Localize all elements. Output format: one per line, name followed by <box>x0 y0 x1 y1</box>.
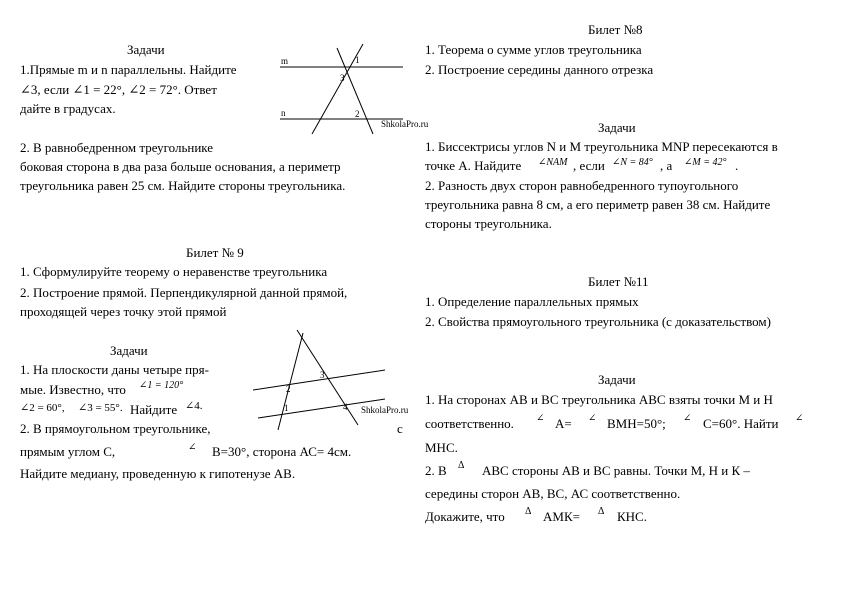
ticket9-title: Билет № 9 <box>186 245 244 260</box>
task-right-triangle-line3: Найдите медиану, проведенную к гипотенузе АВ. <box>20 466 296 481</box>
task-equal-sides-l3a: Докажите, что <box>425 509 505 524</box>
angle-symbol-mnc: ∠ <box>795 413 804 424</box>
task-obtuse-line2: треугольника равна 8 см, а его периметр равен 38 см. Найдите <box>425 197 771 212</box>
label-angle-3-d2: 3 <box>320 370 325 380</box>
task-four-lines-line1: 1. На плоскости даны четыре пря- <box>20 362 209 377</box>
line-left <box>278 333 303 430</box>
task-four-lines-line2: мые. Известно, что <box>20 382 126 397</box>
tasks11-heading: Задачи <box>598 372 636 387</box>
task-right-triangle-line1: 2. В прямоугольном треугольнике, <box>20 421 211 436</box>
label-angle-2: 2 <box>355 109 360 119</box>
task-bisectors-and: , а <box>660 158 673 173</box>
triangle-symbol-knc: Δ <box>598 506 605 517</box>
watermark-2: ShkolaPro.ru <box>361 405 409 415</box>
label-angle-2-d2: 2 <box>286 384 291 394</box>
task-right-triangle-c: с <box>397 421 403 436</box>
triangle-symbol-abc: Δ <box>458 460 465 471</box>
label-angle-3: 3 <box>340 73 345 83</box>
task-parallel-lines-line3: дайте в градусах. <box>20 101 116 116</box>
label-angle-4-d2: 4 <box>343 402 348 412</box>
task-bisectors-dot: . <box>735 158 739 173</box>
task-isosceles-line1: 2. В равнобедренном треугольнике <box>20 140 214 155</box>
task-right-triangle-line2: прямым углом С, <box>20 444 116 459</box>
angle-symbol-a: ∠ <box>536 413 545 424</box>
ticket8-question2: 2. Построение середины данного отрезка <box>425 62 654 77</box>
formula-angle2: ∠2 = 60°, <box>20 402 65 414</box>
label-angle-1-d2: 1 <box>284 403 289 413</box>
task-points-a: А= <box>555 416 572 431</box>
formula-angle3: ∠3 = 55°. <box>78 402 123 414</box>
task-right-triangle-line2b: В=30°, сторона АС= 4см. <box>212 444 352 459</box>
angle-symbol-bmh: ∠ <box>588 413 597 424</box>
formula-angle-m: ∠M = 42° <box>684 157 727 168</box>
task-bisectors-if: , если <box>573 158 605 173</box>
task-obtuse-line1: 2. Разность двух сторон равнобедренного тупоугольного <box>425 178 739 193</box>
task-four-lines-find: Найдите <box>130 402 178 417</box>
task-points-bmh: ВМН=50°; <box>607 416 666 431</box>
ticket9-question2-line1: 2. Построение прямой. Перпендикулярной данной прямой, <box>20 285 348 300</box>
task-isosceles-line3: треугольника равен 25 см. Найдите стороны треугольника. <box>20 178 346 193</box>
formula-angle-n: ∠N = 84° <box>612 157 653 168</box>
task-points-line3: МНС. <box>425 440 458 455</box>
task-parallel-lines-line1: 1.Прямые m и n параллельны. Найдите <box>20 62 237 77</box>
line-top <box>253 370 385 390</box>
formula-angle1: ∠1 = 120° <box>139 380 184 391</box>
ticket11-question1: 1. Определение параллельных прямых <box>425 294 639 309</box>
label-angle-1: 1 <box>355 55 360 65</box>
task-points-line1: 1. На сторонах АВ и ВС треугольника АВС взяты точки М и Н <box>425 392 773 407</box>
tasks9-heading: Задачи <box>110 343 148 358</box>
ticket11-question2: 2. Свойства прямоугольного треугольника (с доказательством) <box>425 314 771 329</box>
task-equal-sides-amk: АМК= <box>543 509 580 524</box>
tasks-heading-top: Задачи <box>127 42 165 57</box>
task-equal-sides-l2: середины сторон АВ, ВС, АС соответственно. <box>425 486 681 501</box>
ticket8-title: Билет №8 <box>588 22 643 37</box>
ticket8-question1: 1. Теорема о сумме углов треугольника <box>425 42 642 57</box>
angle-symbol-c: ∠ <box>683 413 692 424</box>
ticket9-question1: 1. Сформулируйте теорему о неравенстве треугольника <box>20 264 328 279</box>
ticket11-title: Билет №11 <box>588 274 649 289</box>
task-equal-sides-l1b: АВС стороны АВ и ВС равны. Точки М, Н и К – <box>482 463 750 478</box>
task-obtuse-line3: стороны треугольника. <box>425 216 552 231</box>
ticket9-question2-line2: проходящей через точку этой прямой <box>20 304 227 319</box>
formula-nam: ∠NAM <box>538 157 568 168</box>
label-m: m <box>281 56 289 66</box>
task-bisectors-line1: 1. Биссектрисы углов N и M треугольника MNP пересекаются в <box>425 139 778 154</box>
task-points-line2a: соответственно. <box>425 416 514 431</box>
formula-angle4: ∠4. <box>185 400 203 412</box>
task-bisectors-line2a: точке A. Найдите <box>425 158 522 173</box>
task-points-c: С=60°. Найти <box>703 416 779 431</box>
triangle-symbol-amk: Δ <box>525 506 532 517</box>
task-parallel-lines-line2: ∠3, если ∠1 = 22°, ∠2 = 72°. Ответ <box>20 82 217 97</box>
tasks8-heading: Задачи <box>598 120 636 135</box>
task-equal-sides-l1a: 2. В <box>425 463 447 478</box>
label-n: n <box>281 108 286 118</box>
task-isosceles-line2: боковая сторона в два раза больше основания, а периметр <box>20 159 341 174</box>
angle-symbol: ∠ <box>188 442 197 453</box>
task-equal-sides-knc: КНС. <box>617 509 647 524</box>
watermark-1: ShkolaPro.ru <box>381 119 429 129</box>
